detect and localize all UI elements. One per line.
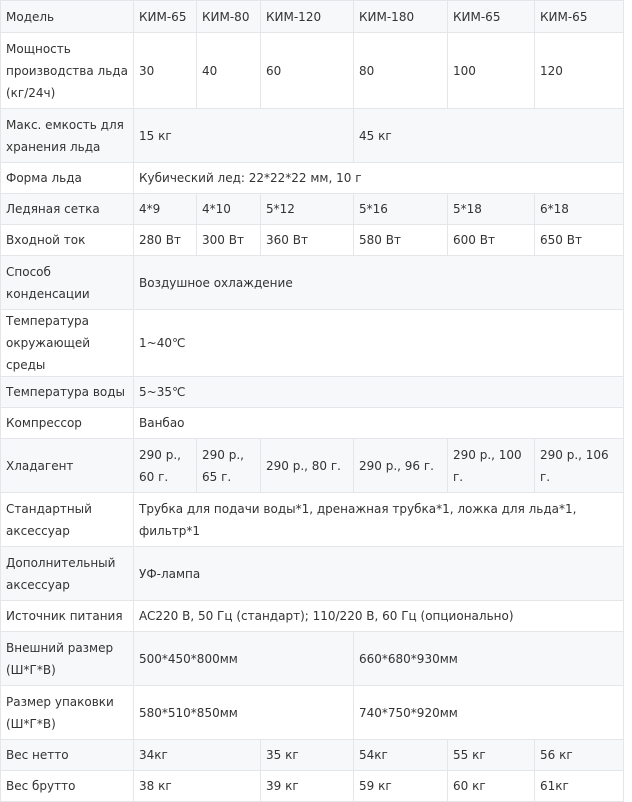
row-label: Форма льда — [1, 163, 134, 194]
row-label: Способ конденсации — [1, 256, 134, 310]
table-row — [1, 1, 624, 33]
table-row — [1, 439, 624, 493]
table-cell: КИМ-120 — [261, 1, 354, 33]
table-cell: AC220 В, 50 Гц (стандарт); 110/220 В, 60 Гц (опционально) — [134, 601, 624, 632]
table-cell: 34кг — [134, 740, 261, 771]
table-cell: 59 кг — [354, 771, 448, 802]
table-cell: КИМ-65 — [448, 1, 535, 33]
table-cell: КИМ-65 — [134, 1, 197, 33]
table-cell: 5*12 — [261, 194, 354, 225]
row-label: Размер упаковки (Ш*Г*В) — [1, 686, 134, 740]
table-cell: КИМ-180 — [354, 1, 448, 33]
table-cell: 600 Вт — [448, 225, 535, 256]
table-cell: 5~35℃ — [134, 377, 624, 408]
row-label: Температура окружающей среды — [1, 310, 134, 377]
table-cell: 290 р., 60 г. — [134, 439, 197, 493]
table-cell: 580*510*850мм — [134, 686, 354, 740]
table-cell: Воздушное охлаждение — [134, 256, 624, 310]
table-cell: 4*9 — [134, 194, 197, 225]
table-cell: 80 — [354, 33, 448, 109]
row-label: Вес нетто — [1, 740, 134, 771]
table-cell: 740*750*920мм — [354, 686, 624, 740]
row-label: Входной ток — [1, 225, 134, 256]
spec-table-body — [1, 1, 624, 802]
table-cell: Трубка для подачи воды*1, дренажная трубка*1, ложка для льда*1, фильтр*1 — [134, 493, 624, 547]
table-cell: 45 кг — [354, 109, 624, 163]
row-label: Дополнительный аксессуар — [1, 547, 134, 601]
row-label: Источник питания — [1, 601, 134, 632]
table-cell: 56 кг — [535, 740, 624, 771]
table-cell: 55 кг — [448, 740, 535, 771]
table-cell: Кубический лед: 22*22*22 мм, 10 г — [134, 163, 624, 194]
table-cell: 290 р., 106 г. — [535, 439, 624, 493]
table-cell: 40 — [197, 33, 261, 109]
table-row — [1, 601, 624, 632]
table-cell: 6*18 — [535, 194, 624, 225]
row-label: Мощность производства льда (кг/24ч) — [1, 33, 134, 109]
table-row — [1, 408, 624, 439]
row-label: Температура воды — [1, 377, 134, 408]
row-label: Модель — [1, 1, 134, 33]
table-cell: 4*10 — [197, 194, 261, 225]
table-row — [1, 163, 624, 194]
row-label: Макс. емкость для хранения льда — [1, 109, 134, 163]
row-label: Стандартный аксессуар — [1, 493, 134, 547]
table-row — [1, 310, 624, 377]
table-cell: 500*450*800мм — [134, 632, 354, 686]
table-cell: 100 — [448, 33, 535, 109]
table-row — [1, 377, 624, 408]
table-cell: 650 Вт — [535, 225, 624, 256]
table-cell: 290 р., 65 г. — [197, 439, 261, 493]
table-cell: 580 Вт — [354, 225, 448, 256]
row-label: Компрессор — [1, 408, 134, 439]
table-cell: 5*16 — [354, 194, 448, 225]
table-cell: 38 кг — [134, 771, 261, 802]
table-cell: 280 Вт — [134, 225, 197, 256]
table-cell: 290 р., 80 г. — [261, 439, 354, 493]
table-row — [1, 256, 624, 310]
table-row — [1, 225, 624, 256]
table-cell: 35 кг — [261, 740, 354, 771]
row-label: Ледяная сетка — [1, 194, 134, 225]
table-cell: 300 Вт — [197, 225, 261, 256]
table-cell: 290 р., 96 г. — [354, 439, 448, 493]
row-label: Хладагент — [1, 439, 134, 493]
table-cell: 120 — [535, 33, 624, 109]
table-cell: УФ-лампа — [134, 547, 624, 601]
table-cell: 15 кг — [134, 109, 354, 163]
table-row — [1, 632, 624, 686]
table-row — [1, 686, 624, 740]
table-cell: 5*18 — [448, 194, 535, 225]
table-cell: Ванбао — [134, 408, 624, 439]
table-cell: 60 кг — [448, 771, 535, 802]
table-cell: 360 Вт — [261, 225, 354, 256]
table-cell: 61кг — [535, 771, 624, 802]
table-cell: 60 — [261, 33, 354, 109]
table-row — [1, 493, 624, 547]
row-label: Вес брутто — [1, 771, 134, 802]
table-cell: 290 р., 100 г. — [448, 439, 535, 493]
table-cell: 39 кг — [261, 771, 354, 802]
table-cell: 1~40℃ — [134, 310, 624, 377]
table-cell: 54кг — [354, 740, 448, 771]
row-label: Внешний размер (Ш*Г*В) — [1, 632, 134, 686]
table-cell: 660*680*930мм — [354, 632, 624, 686]
table-cell: КИМ-80 — [197, 1, 261, 33]
table-row — [1, 740, 624, 771]
table-row — [1, 109, 624, 163]
table-cell: КИМ-65 — [535, 1, 624, 33]
table-cell: 30 — [134, 33, 197, 109]
table-row — [1, 194, 624, 225]
table-row — [1, 547, 624, 601]
table-row — [1, 33, 624, 109]
table-row — [1, 771, 624, 802]
